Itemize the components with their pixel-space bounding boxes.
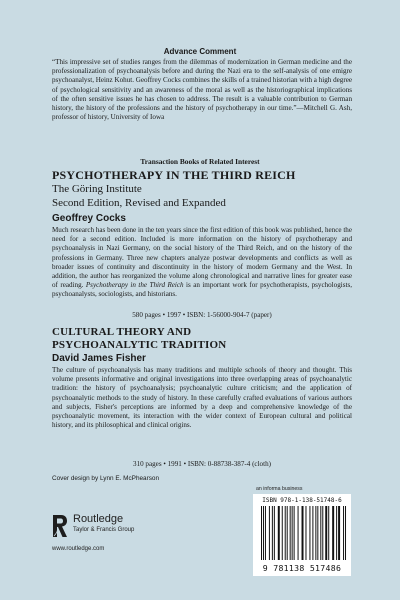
book1-title: PSYCHOTHERAPY IN THE THIRD REICH [52,168,296,182]
book1-description [52,226,352,300]
barcode-bar [345,506,346,560]
barcode-bar [320,506,321,560]
barcode-bar [298,506,299,560]
barcode-bar [315,506,316,560]
barcode-bar [322,506,323,560]
publisher-group: Taylor & Francis Group [73,527,135,533]
book2-title-line1: CULTURAL THEORY AND [52,326,192,338]
routledge-r-icon [52,514,68,538]
barcode-bar [292,506,293,560]
barcode-bar [328,506,329,560]
cover-design-credit: Cover design by Lynn E. McPhearson [52,475,160,482]
barcode-bar [317,506,318,560]
barcode-bar [336,506,337,560]
barcode-bar [332,506,334,560]
related-books-heading: Transaction Books of Related Interest [140,157,260,166]
barcode-bar [312,506,313,560]
book1-author: Geoffrey Cocks [52,213,126,224]
book1-description-title: Psychotherapy in the Third Reich [85,281,184,290]
book2-title-line2: PSYCHOANALYTIC TRADITION [52,339,227,351]
barcode-bar [302,506,304,560]
barcode-bar [285,506,286,560]
barcode-block [253,494,351,576]
book1-subtitle: The Göring Institute [52,183,142,195]
publisher-name: Routledge [73,513,124,525]
barcode-bar [290,506,291,560]
barcode-bar [265,506,266,560]
book1-description-b: is an important work for psychotherapists, psychologists, psychoanalysts, sociologists, and historians. [52,281,352,299]
book2-description: The culture of psychoanalysis has many traditions and multiple schools of theory and thought. This volume presents informative and original investigations into three overlapping areas of psychoanalytic tradition: the history of psychoanalysis; psychoanalytic culture criticism; and the application of psychoanalytic methods to the study of history. In these carefully crafted evaluations of various authors and subjects, Fisher's perceptions are informed by a deep and comprehensive knowledge of the psychoanalytic movement, its interaction with the wider context of European cultural and political history, and its philosophical and clinical origins. [52,366,352,430]
publisher-url: www.routledge.com [52,546,105,552]
barcode-digits: 9 781138 517486 [262,563,342,573]
advance-comment-quote: “This impressive set of studies ranges from the dilemmas of modernization in German medicine and the professionalization of psychoanalysis before and during the Nazi era to the self-analysis of one emigre psychoanalyst, Heinz Kohut. Geoffrey Cocks combines the skills of a trained historian with a high degree of psychological sensitivity and an awareness of the moral as well as the historiographical implications of the often sensitive issues he has chosen to address. The result is a valuable contribution to German history, the history of the professions and the history of psychotherapy in our time.”—Mitchell G. Ash, professor of history, University of Iowa [52,58,352,122]
informa-business-label: an informa business [256,486,303,492]
book2-publication-info: 310 pages • 1991 • ISBN: 0-88738-387-4 (cloth) [133,460,271,468]
barcode-bar [294,506,295,560]
barcode-bar [305,506,306,560]
barcode-bar [338,506,340,560]
barcode-bar [278,506,280,560]
book1-publication-info: 580 pages • 1997 • ISBN: 1-56000-904-7 (paper) [132,311,272,319]
book1-edition: Second Edition, Revised and Expanded [52,197,226,209]
barcode-bar [261,506,262,560]
book2-title [52,326,352,352]
advance-comment-heading: Advance Comment [163,47,237,56]
barcode-bars [261,506,347,560]
barcode-bar [309,506,310,560]
barcode-bar [272,506,273,560]
barcode-bar [282,506,283,560]
barcode-bar [269,506,270,560]
book1-description-a: Much research has been done in the ten years since the first edition of this book was published, hence the need for a second edition. Included is more information on the history of psychotherapy and psychoanalysis in Nazi Germany, on the social history of the Third Reich, and on the history of the professions in Germany. Three new chapters analyze postwar developments and conflicts as well as broader issues of continuity and discontinuity in the history of modern Germany and the West. In addition, the author has reorganized the volume along chronological and narrative lines for greater ease of reading. [52,226,352,290]
barcode-bar [263,506,264,560]
barcode-bar [325,506,327,560]
book2-author: David James Fisher [52,353,146,364]
barcode-bar [287,506,288,560]
barcode-bar [343,506,344,560]
barcode-bar [274,506,275,560]
isbn-text: ISBN 978-1-138-51748-6 [262,497,342,504]
